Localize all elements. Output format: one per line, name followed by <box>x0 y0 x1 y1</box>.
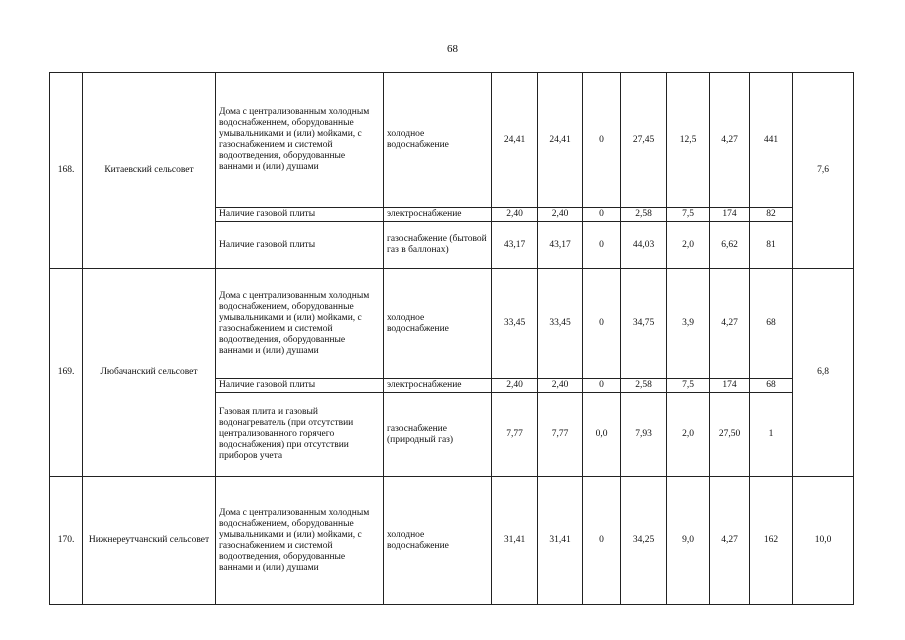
housing-description: Газовая плита и газовый водонагреватель (при отсутствии централизованного горячего водоснабжения) при отсутствии приборов учета <box>216 393 384 477</box>
value-cell: 174 <box>710 379 750 393</box>
housing-description: Дома с централизованным холодным водоснабженнем, оборудованные умывальниками и (или) мойками, с газоснабжением и системой водоотведения, оборудованные ваннами и (или) душами <box>216 73 384 208</box>
value-cell: 2,40 <box>538 379 583 393</box>
settlement-name: Любачанский сельсовет <box>83 269 216 477</box>
housing-description: Дома с централизованным холодным водоснабжением, оборудованные умывальниками и (или) мойками, с газоснабжением и системой водоотведения, оборудованные ваннами и (или) душами <box>216 269 384 379</box>
settlement-name: Китаевский сельсовет <box>83 73 216 269</box>
value-cell: 441 <box>750 73 793 208</box>
value-cell: 31,41 <box>492 477 538 605</box>
service-type: электроснабжение <box>384 379 492 393</box>
value-cell: 7,93 <box>621 393 667 477</box>
value-cell: 12,5 <box>667 73 710 208</box>
service-type: электроснабжение <box>384 208 492 222</box>
value-cell: 2,58 <box>621 208 667 222</box>
service-type: холодное водоснабжение <box>384 477 492 605</box>
housing-description: Дома с централизованным холодным водоснабжением, оборудованные умывальниками и (или) мойками, с газоснабжением и системой водоотведения, оборудованные ваннами и (или) душами <box>216 477 384 605</box>
settlement-name: Нижнереутчанский сельсовет <box>83 477 216 605</box>
page-number: 68 <box>447 43 458 55</box>
value-cell: 44,03 <box>621 222 667 269</box>
value-cell: 0 <box>583 379 621 393</box>
coefficient: 6,8 <box>793 269 854 477</box>
housing-description: Наличие газовой плиты <box>216 222 384 269</box>
value-cell: 0 <box>583 477 621 605</box>
tariff-table <box>49 72 854 605</box>
value-cell: 2,0 <box>667 393 710 477</box>
value-cell: 0 <box>583 208 621 222</box>
value-cell: 24,41 <box>492 73 538 208</box>
value-cell: 1 <box>750 393 793 477</box>
row-number: 170. <box>50 477 83 605</box>
value-cell: 27,50 <box>710 393 750 477</box>
value-cell: 7,5 <box>667 208 710 222</box>
value-cell: 7,77 <box>492 393 538 477</box>
table-row <box>50 477 854 605</box>
value-cell: 4,27 <box>710 73 750 208</box>
housing-description: Наличие газовой плиты <box>216 208 384 222</box>
value-cell: 3,9 <box>667 269 710 379</box>
value-cell: 27,45 <box>621 73 667 208</box>
table-row <box>50 73 854 208</box>
value-cell: 162 <box>750 477 793 605</box>
value-cell: 0 <box>583 222 621 269</box>
value-cell: 43,17 <box>538 222 583 269</box>
service-type: газоснабжение (бытовой газ в баллонах) <box>384 222 492 269</box>
housing-description: Наличие газовой плиты <box>216 379 384 393</box>
value-cell: 81 <box>750 222 793 269</box>
value-cell: 0,0 <box>583 393 621 477</box>
service-type: холодное водоснабжение <box>384 73 492 208</box>
value-cell: 34,75 <box>621 269 667 379</box>
value-cell: 0 <box>583 269 621 379</box>
value-cell: 34,25 <box>621 477 667 605</box>
value-cell: 24,41 <box>538 73 583 208</box>
service-type: холодное водоснабжение <box>384 269 492 379</box>
row-number: 169. <box>50 269 83 477</box>
coefficient: 7,6 <box>793 73 854 269</box>
value-cell: 82 <box>750 208 793 222</box>
value-cell: 174 <box>710 208 750 222</box>
service-type: газоснабжение (природный газ) <box>384 393 492 477</box>
value-cell: 2,40 <box>492 208 538 222</box>
value-cell: 68 <box>750 269 793 379</box>
value-cell: 43,17 <box>492 222 538 269</box>
value-cell: 7,5 <box>667 379 710 393</box>
value-cell: 4,27 <box>710 269 750 379</box>
value-cell: 4,27 <box>710 477 750 605</box>
row-number: 168. <box>50 73 83 269</box>
value-cell: 9,0 <box>667 477 710 605</box>
coefficient: 10,0 <box>793 477 854 605</box>
value-cell: 0 <box>583 73 621 208</box>
value-cell: 2,40 <box>538 208 583 222</box>
value-cell: 2,58 <box>621 379 667 393</box>
value-cell: 7,77 <box>538 393 583 477</box>
value-cell: 68 <box>750 379 793 393</box>
value-cell: 33,45 <box>538 269 583 379</box>
value-cell: 33,45 <box>492 269 538 379</box>
value-cell: 2,0 <box>667 222 710 269</box>
value-cell: 31,41 <box>538 477 583 605</box>
table-row <box>50 269 854 379</box>
value-cell: 2,40 <box>492 379 538 393</box>
value-cell: 6,62 <box>710 222 750 269</box>
